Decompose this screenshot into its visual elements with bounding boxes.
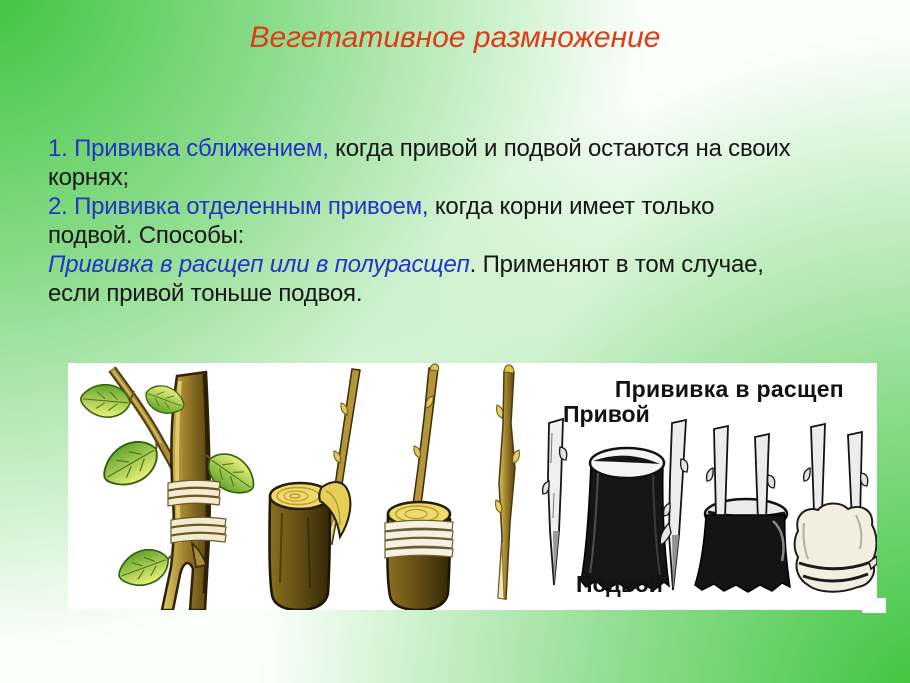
cleft-stock-illustration: [581, 448, 669, 591]
text-segment: . Применяют в том случае,: [469, 251, 764, 278]
figure-edge-artifact: [862, 598, 886, 613]
twine-wrap: [171, 517, 226, 543]
approach-graft-illustration: [79, 369, 262, 610]
text-segment: Прививка в расщеп или в полурасщеп: [48, 251, 470, 278]
body-text: [48, 134, 878, 308]
body-line-4: [48, 221, 878, 250]
text-segment: 1. Прививка сближением,: [48, 135, 329, 162]
text-segment: корнях;: [48, 164, 129, 191]
bark-graft-stump-illustration: [269, 369, 360, 610]
body-line-3: [48, 192, 878, 221]
cleft-scion-illustration: [543, 419, 567, 585]
binding-bands: [385, 520, 453, 558]
text-segment: когда корни имеет только: [428, 193, 715, 220]
scion-label: Привой: [563, 401, 650, 427]
grafting-figure: [68, 363, 877, 610]
text-segment: если привой тоньше подвоя.: [48, 280, 363, 307]
figure-title: Прививка в расщеп: [614, 376, 844, 402]
text-segment: подвой. Способы:: [48, 222, 245, 249]
body-line-1: [48, 134, 878, 163]
twine-wrap: [168, 480, 220, 506]
body-line-5: [48, 250, 878, 279]
stock-label: Подвой: [576, 571, 663, 597]
body-line-2: [48, 163, 878, 192]
inserted-scions-stump-illustration: [695, 426, 790, 592]
body-line-6: [48, 279, 878, 308]
bound-graft-illustration: [795, 424, 877, 592]
text-segment: когда привой и подвой остаются на своих: [328, 135, 791, 162]
text-segment: 2. Прививка отделенным привоем,: [48, 193, 429, 220]
slide-title: Вегетативное размножение: [249, 21, 661, 54]
